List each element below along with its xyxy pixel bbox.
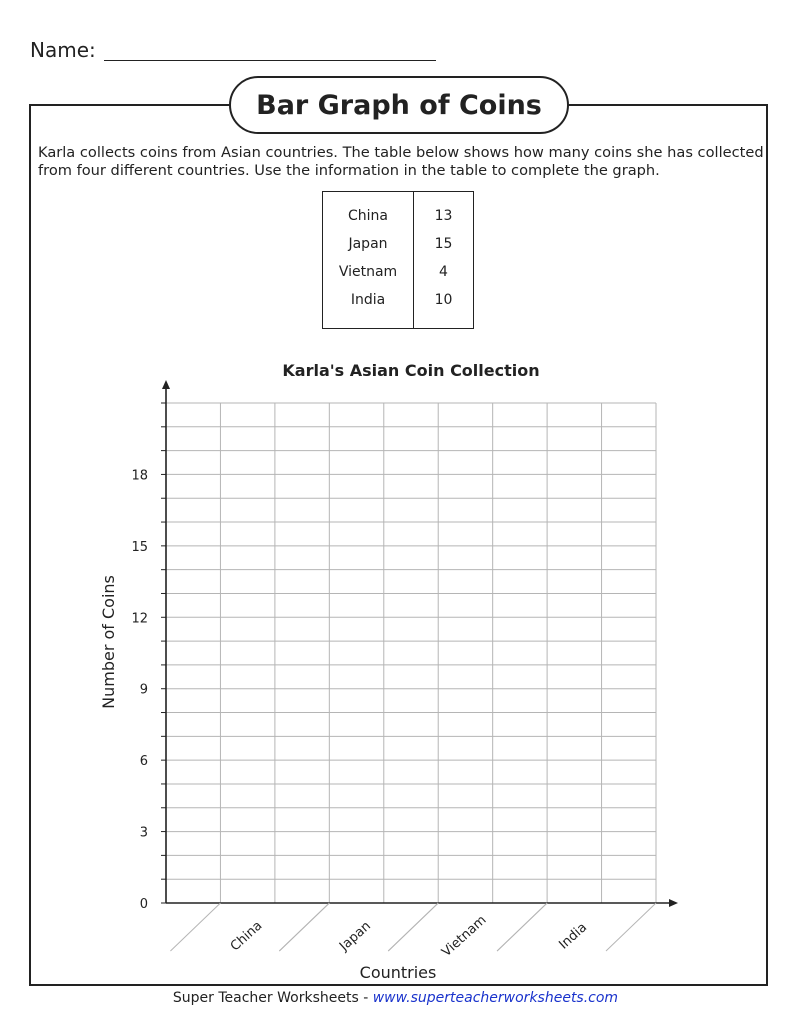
table-country: Vietnam — [338, 264, 398, 280]
category-slot-line — [388, 903, 438, 951]
category-slot-line — [497, 903, 547, 951]
footer-link[interactable]: www.superteacherworksheets.com — [372, 990, 619, 1006]
chart-axes — [161, 380, 678, 907]
x-tick-label: Vietnam — [439, 912, 490, 961]
x-tick-label: Japan — [336, 918, 374, 955]
y-axis-label: Number of Coins — [99, 575, 118, 709]
name-label: Name: — [30, 38, 96, 62]
table-country: India — [350, 292, 386, 308]
y-axis-arrow-icon — [162, 380, 170, 389]
category-slot-line — [279, 903, 329, 951]
x-axis-label: Countries — [359, 963, 437, 982]
y-tick-label: 12 — [131, 611, 148, 627]
y-tick-label: 3 — [139, 825, 148, 841]
chart-grid — [166, 403, 656, 903]
footer-text: Super Teacher Worksheets - — [172, 990, 373, 1006]
chart-title: Karla's Asian Coin Collection — [282, 361, 540, 380]
table-count: 4 — [439, 264, 448, 280]
table-count: 10 — [434, 292, 453, 308]
worksheet-title: Bar Graph of Coins — [229, 76, 569, 134]
y-tick-label: 0 — [139, 897, 148, 912]
table-country: Japan — [348, 236, 388, 252]
table-country: China — [348, 208, 388, 224]
x-tick-label: China — [227, 918, 266, 955]
category-slot-line — [606, 903, 656, 951]
table-count: 13 — [434, 208, 453, 224]
x-tick-label: India — [556, 920, 591, 953]
x-axis-arrow-icon — [669, 899, 678, 907]
y-tick-label: 9 — [139, 682, 148, 698]
footer — [0, 990, 791, 1006]
instructions-text: Karla collects coins from Asian countries. The table below shows how many coins she has collected from four different countries. Use the information in the table to complete the graph. — [38, 144, 764, 179]
category-slot-line — [170, 903, 220, 951]
y-tick-label: 18 — [131, 468, 148, 484]
y-tick-label: 15 — [131, 539, 148, 555]
y-tick-label: 6 — [139, 754, 148, 770]
table-count: 15 — [434, 236, 453, 252]
